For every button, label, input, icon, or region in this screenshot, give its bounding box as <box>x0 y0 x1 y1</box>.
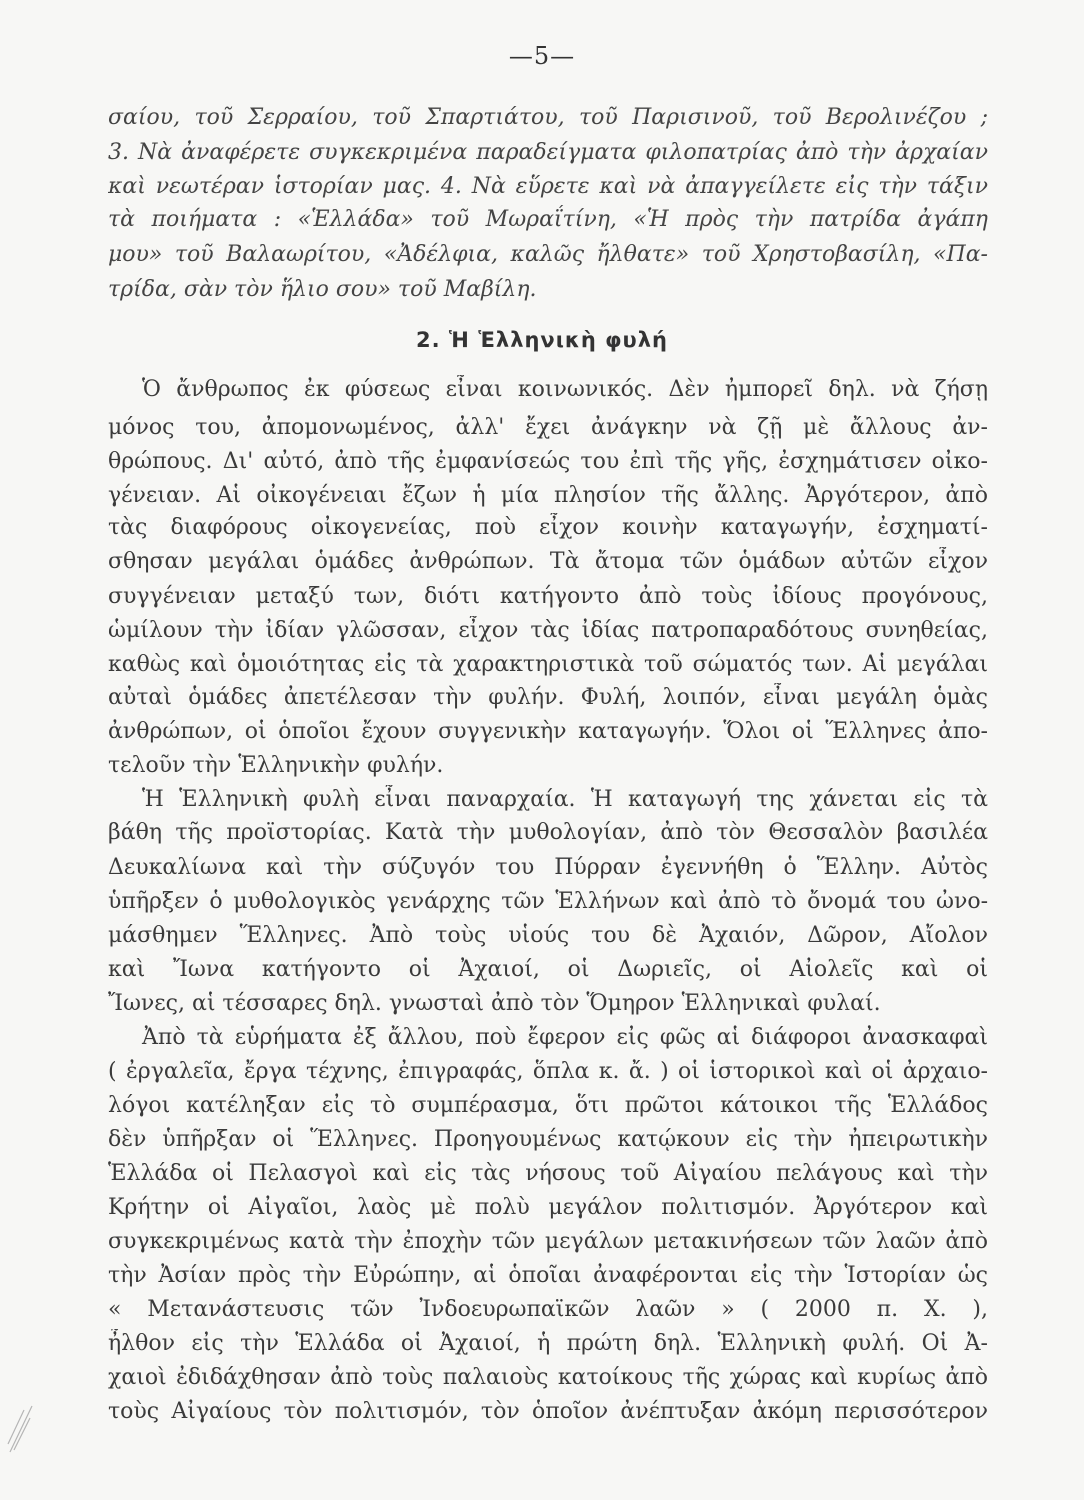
body-line: δὲν ὑπῆρξαν οἱ Ἕλληνες. Προηγουμένως κατῴκουν εἰς τὴν ἠπειρωτικὴν <box>108 1127 988 1152</box>
body-line: Ἀπὸ τὰ εὑρήματα ἐξ ἄλλου, ποὺ ἔφερον εἰς φῶς αἱ διάφοροι ἀνασκαφαὶ <box>142 1025 988 1050</box>
intro-line: τρίδα, σὰν τὸν ἥλιο σου» τοῦ Μαβίλη. <box>108 277 537 302</box>
body-line: τὰς διαφόρους οἰκογενείας, ποὺ εἶχον κοινὴν καταγωγήν, ἐσχηματί- <box>108 515 988 540</box>
body-line: βάθη τῆς προϊστορίας. Κατὰ τὴν μυθολογίαν, ἀπὸ τὸν Θεσσαλὸν βασιλέα <box>108 820 988 845</box>
body-line: μόνος του, ἀπομονωμένος, ἀλλ' ἔχει ἀνάγκην νὰ ζῇ μὲ ἄλλους ἀν- <box>108 415 988 440</box>
body-line: ἦλθον εἰς τὴν Ἑλλάδα οἱ Ἀχαιοί, ἡ πρώτη δηλ. Ἑλληνικὴ φυλή. Οἱ Ἀ- <box>108 1331 988 1356</box>
body-line: ( ἐργαλεῖα, ἔργα τέχνης, ἐπιγραφάς, ὅπλα κ. ἄ. ) οἱ ἱστορικοὶ καὶ οἱ ἀρχαιο- <box>108 1059 988 1084</box>
body-line: Κρήτην οἱ Αἰγαῖοι, λαὸς μὲ πολὺ μεγάλον πολιτισμόν. Ἀργότερον καὶ <box>108 1195 988 1220</box>
body-line: Δευκαλίωνα καὶ τὴν σύζυγόν του Πύρραν ἐγεννήθη ὁ Ἕλλην. Αὐτὸς <box>108 855 988 880</box>
body-line: Ἴωνες, αἱ τέσσαρες δηλ. γνωσταὶ ἀπὸ τὸν Ὅμηρον Ἑλληνικαὶ φυλαί. <box>108 991 881 1016</box>
pencil-scribble-icon <box>6 1400 36 1455</box>
body-line: καὶ Ἴωνα κατήγοντο οἱ Ἀχαιοί, οἱ Δωριεῖς, οἱ Αἰολεῖς καὶ οἱ <box>108 957 988 982</box>
body-line: « Μετανάστευσις τῶν Ἰνδοευρωπαϊκῶν λαῶν » ( 2000 π. Χ. ), <box>108 1297 988 1322</box>
body-line: ὡμίλουν τὴν ἰδίαν γλῶσσαν, εἶχον τὰς ἰδίας πατροπαραδότους συνηθείας, <box>108 618 988 643</box>
body-line: σθησαν μεγάλαι ὁμάδες ἀνθρώπων. Τὰ ἄτομα τῶν ὁμάδων αὐτῶν εἶχον <box>108 549 988 574</box>
page-number: —5— <box>508 42 576 70</box>
body-line: αὐταὶ ὁμάδες ἀπετέλεσαν τὴν φυλήν. Φυλή, λοιπόν, εἶναι μεγάλη ὁμὰς <box>108 685 988 710</box>
body-line: τελοῦν τὴν Ἑλληνικὴν φυλήν. <box>108 753 444 778</box>
body-line: μάσθημεν Ἕλληνες. Ἀπὸ τοὺς υἱούς του δὲ Ἀχαιόν, Δῶρον, Αἴολον <box>108 923 988 948</box>
body-line: ἀνθρώπων, οἱ ὁποῖοι ἔχουν συγγενικὴν καταγωγήν. Ὅλοι οἱ Ἕλληνες ἀπο- <box>108 719 988 744</box>
body-line: καθὼς καὶ ὁμοιότητας εἰς τὰ χαρακτηριστικὰ τοῦ σώματός των. Αἱ μεγάλαι <box>108 652 988 677</box>
intro-line: τὰ ποιήματα : «Ἑλλάδα» τοῦ Μωραΐτίνη, «Ἡ πρὸς τὴν πατρίδα ἀγάπη <box>108 207 988 232</box>
intro-line: μου» τοῦ Βαλαωρίτου, «Ἀδέλφια, καλῶς ἤλθατε» τοῦ Χρηστοβασίλη, «Πα- <box>108 242 988 267</box>
intro-line: καὶ νεωτέραν ἱστορίαν μας. 4. Νὰ εὕρετε καὶ νὰ ἀπαγγείλετε εἰς τὴν τάξιν <box>108 174 988 199</box>
intro-line: σαίου, τοῦ Σερραίου, τοῦ Σπαρτιάτου, τοῦ Παρισινοῦ, τοῦ Βερολινέζου ; <box>108 105 988 130</box>
body-line: χαιοὶ ἐδιδάχθησαν ἀπὸ τοὺς παλαιοὺς κατοίκους τῆς χώρας καὶ κυρίως ἀπὸ <box>108 1365 988 1390</box>
section-heading: 2. Ἡ Ἑλληνικὴ φυλή <box>416 328 668 352</box>
body-line: Ἡ Ἑλληνικὴ φυλὴ εἶναι παναρχαία. Ἡ καταγωγή της χάνεται εἰς τὰ <box>142 787 988 812</box>
intro-line: 3. Νὰ ἀναφέρετε συγκεκριμένα παραδείγματα φιλοπατρίας ἀπὸ τὴν ἀρχαίαν <box>108 140 988 165</box>
body-line: γένειαν. Αἱ οἰκογένειαι ἔζων ἡ μία πλησίον τῆς ἄλλης. Ἀργότερον, ἀπὸ <box>108 483 988 508</box>
body-line: θρώπους. Δι' αὐτό, ἀπὸ τῆς ἐμφανίσεώς του ἐπὶ τῆς γῆς, ἐσχημάτισεν οἰκο- <box>108 449 988 474</box>
body-line: συγγένειαν μεταξύ των, διότι κατήγοντο ἀπὸ τοὺς ἰδίους προγόνους, <box>108 584 988 609</box>
body-line: ὑπῆρξεν ὁ μυθολογικὸς γενάρχης τῶν Ἑλλήνων καὶ ἀπὸ τὸ ὄνομά του ὠνο- <box>108 889 988 914</box>
body-line: συγκεκριμένως κατὰ τὴν ἐποχὴν τῶν μεγάλων μετακινήσεων τῶν λαῶν ἀπὸ <box>108 1229 988 1254</box>
body-line: Ἑλλάδα οἱ Πελασγοὶ καὶ εἰς τὰς νήσους τοῦ Αἰγαίου πελάγους καὶ τὴν <box>108 1161 988 1186</box>
body-line: λόγοι κατέληξαν εἰς τὸ συμπέρασμα, ὅτι πρῶτοι κάτοικοι τῆς Ἑλλάδος <box>108 1093 988 1118</box>
body-line: Ὁ ἄνθρωπος ἐκ φύσεως εἶναι κοινωνικός. Δὲν ἠμπορεῖ δηλ. νὰ ζήσῃ <box>142 377 988 402</box>
body-line: τοὺς Αἰγαίους τὸν πολιτισμόν, τὸν ὁποῖον ἀνέπτυξαν ἀκόμη περισσότερον <box>108 1399 988 1424</box>
body-line: τὴν Ἀσίαν πρὸς τὴν Εὐρώπην, αἱ ὁποῖαι ἀναφέρονται εἰς τὴν Ἱστορίαν ὡς <box>108 1263 988 1288</box>
